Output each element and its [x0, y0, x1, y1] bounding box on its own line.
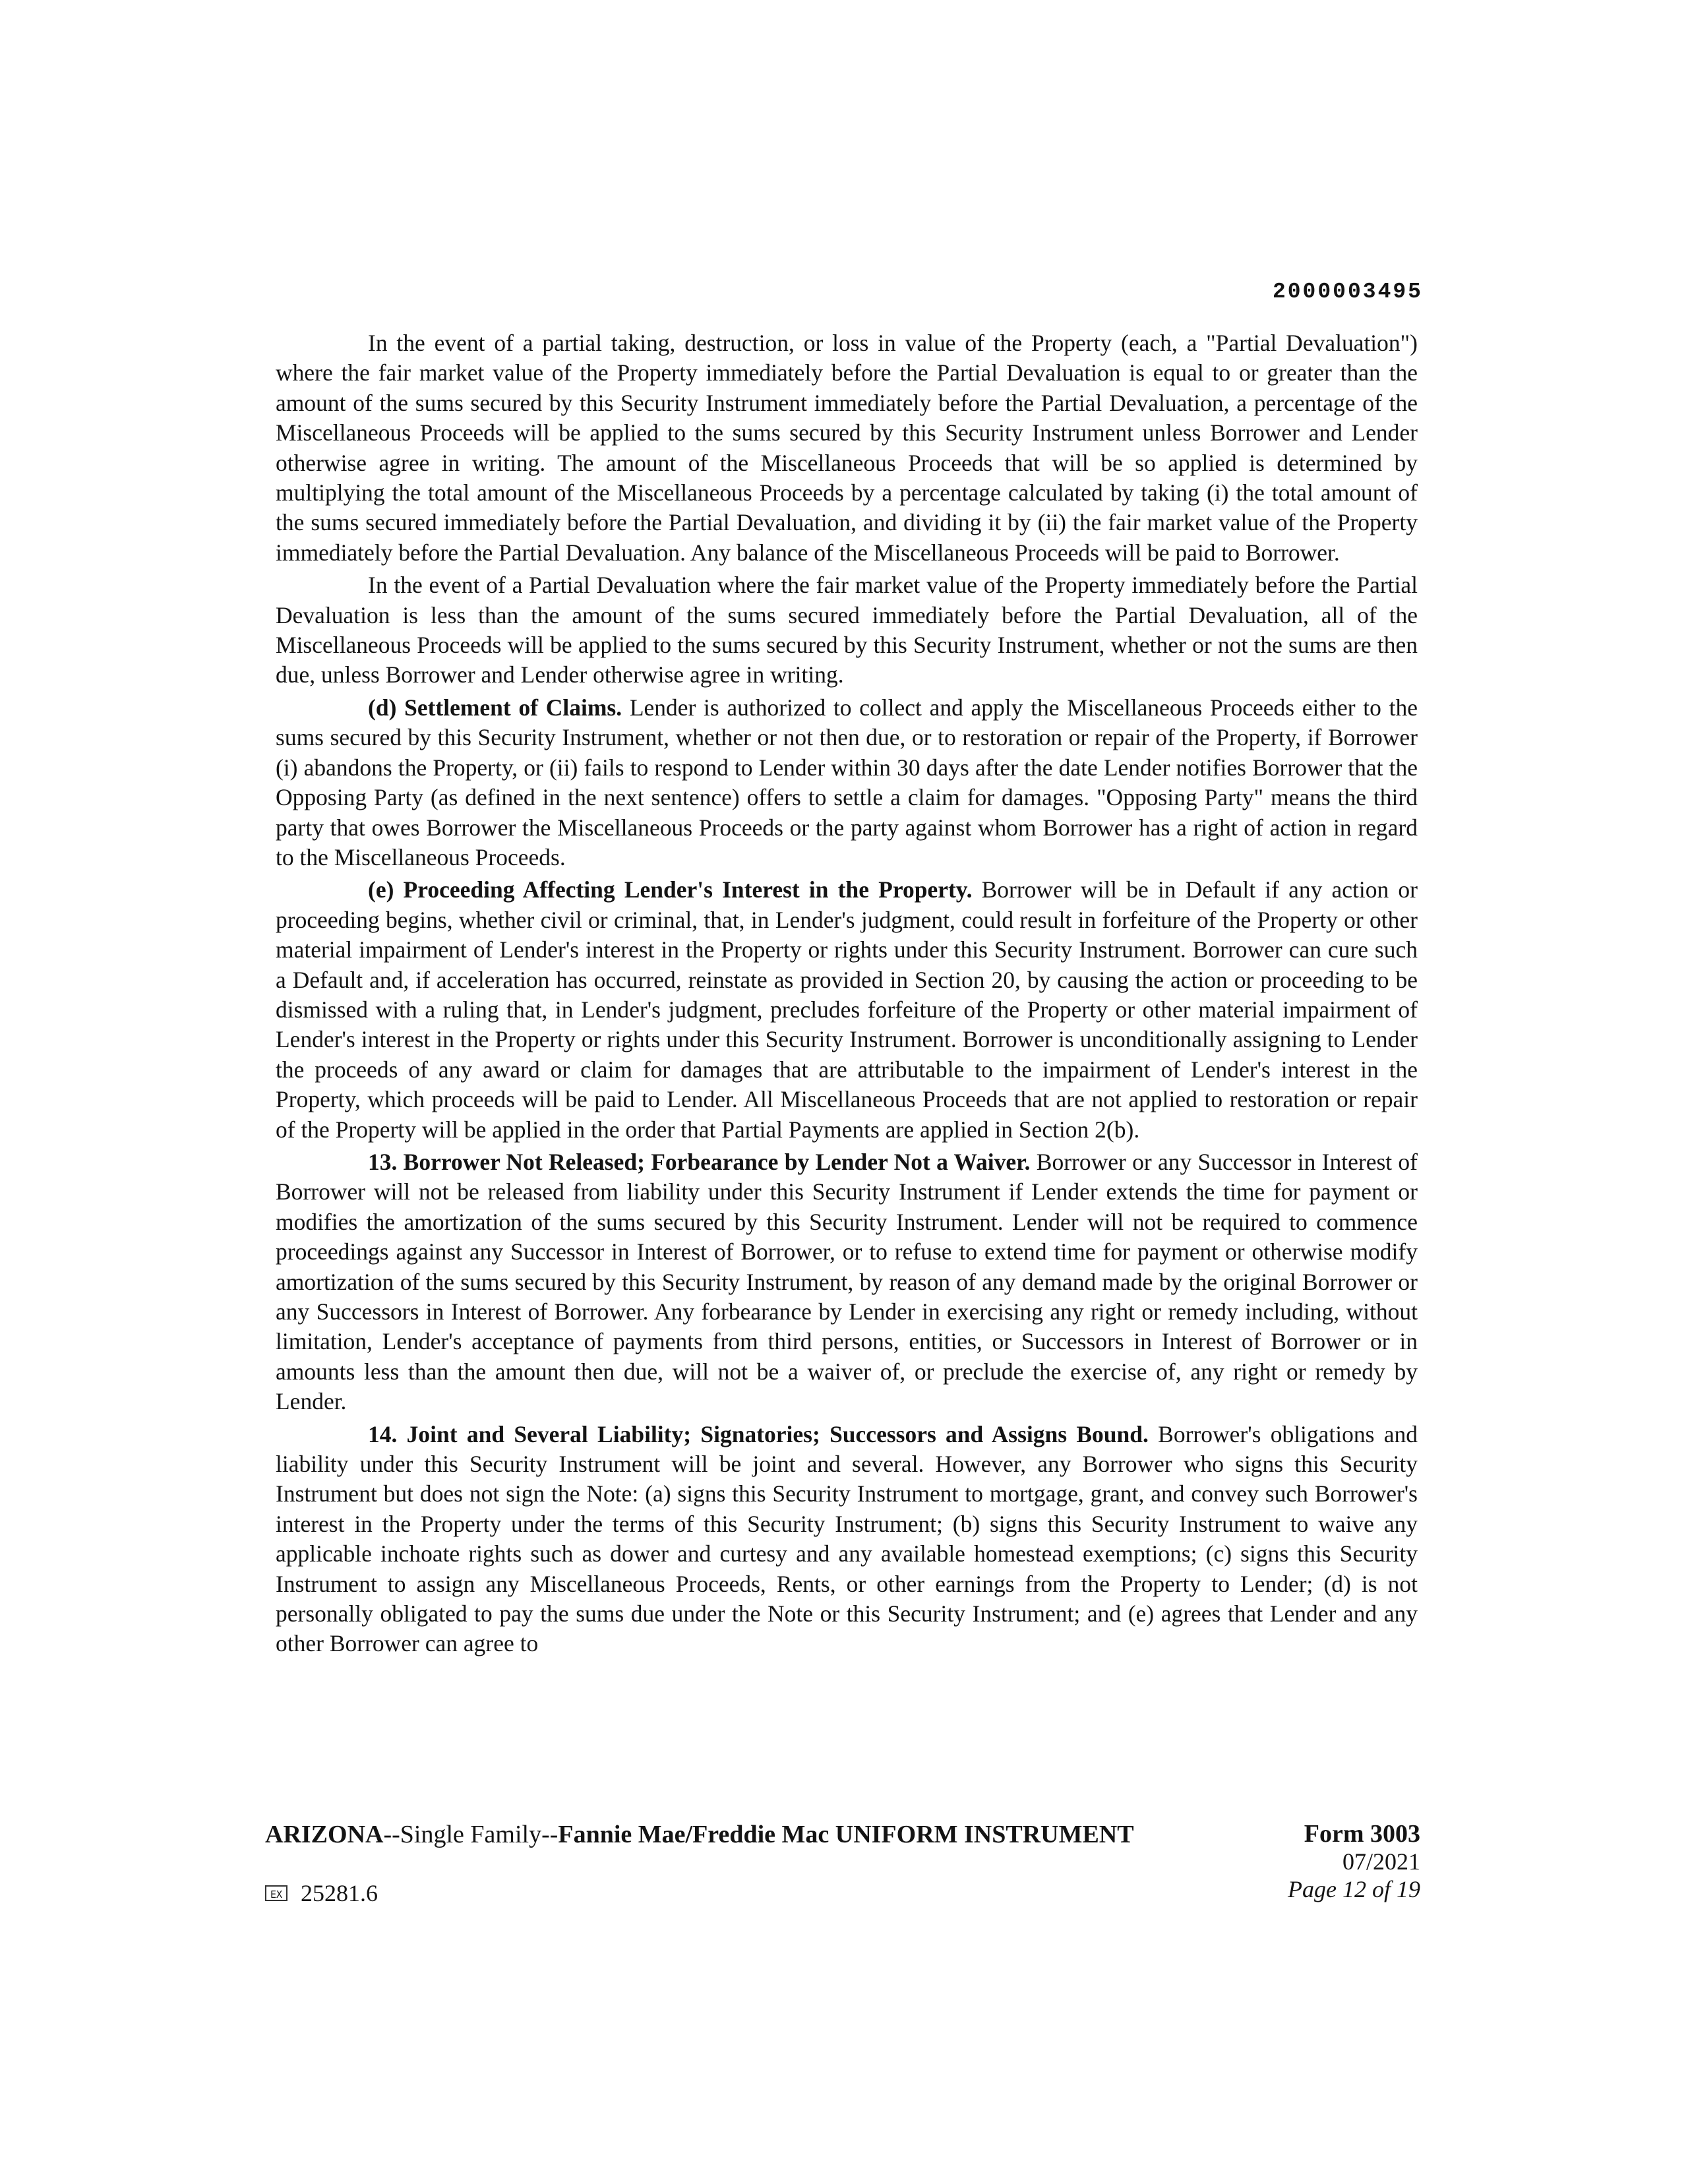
- footer-code-number: 25281.6: [301, 1880, 378, 1906]
- form-number: Form 3003: [1304, 1820, 1420, 1848]
- form-info: [1288, 1820, 1420, 1903]
- paragraph-text: Borrower's obligations and liability under this Security Instrument will be joint and several. However, any Borrower who signs this Security Instrument but does not sign the Note: (a) signs this Security Instrument to mortgage, grant, and convey such Borrower's interest in the Property under the terms of this Security Instrument; (b) signs this Security Instrument to waive any applicable inchoate rights such as dower and curtesy and any available homestead exemptions; (c) signs this Security Instrument to assign any Miscellaneous Proceeds, Rents, or other earnings from the Property to Lender; (d) is not personally obligated to pay the sums due under the Note or this Security Instrument; and (e) agrees that Lender and any other Borrower can agree to: [276, 1420, 1418, 1657]
- paragraph-partial-devaluation-1: [276, 328, 1418, 568]
- footer-instrument: Fannie Mae/Freddie Mac UNIFORM INSTRUMENT: [558, 1821, 1134, 1848]
- paragraph-text: Borrower or any Successor in Interest of Borrower will not be released from liability under this Security Instrument if Lender extends the time for payment or modifies the amortization of the sums secured by this Security Instrument. Lender will not be required to commence proceedings against any Successor in Interest of Borrower, or to refuse to extend time for payment or otherwise modify amortization of the sums secured by this Security Instrument, by reason of any demand made by the original Borrower or any Successors in Interest of Borrower. Any forbearance by Lender in exercising any right or remedy including, without limitation, Lender's acceptance of payments from third persons, entities, or Successors in Interest of Borrower or in amounts less than the amount then due, will not be a waiver of, or preclude the exercise of, any right or remedy by Lender.: [276, 1148, 1418, 1415]
- paragraph-text: Borrower will be in Default if any action or proceeding begins, whether civil or criminal, that, in Lender's judgment, could result in forfeiture of the Property or other material impairment of Lender's interest in the Property or rights under this Security Instrument. Borrower can cure such a Default and, if acceleration has occurred, reinstate as provided in Section 20, by causing the action or proceeding to be dismissed with a ruling that, in Lender's judgment, precludes forfeiture of the Property or other material impairment of Lender's interest in the Property or rights under this Security Instrument. Borrower is unconditionally assigning to Lender the proceeds of any award or claim for damages that are attributable to the impairment of Lender's interest in the Property, which proceeds will be paid to Lender. All Miscellaneous Proceeds that are not applied to restoration or repair of the Property will be applied in the order that Partial Payments are applied in Section 2(b).: [276, 876, 1418, 1143]
- paragraph-settlement-of-claims: [276, 693, 1418, 872]
- paragraph-section-14: [276, 1420, 1418, 1659]
- paragraph-proceeding-affecting-interest: [276, 875, 1418, 1145]
- footer-instrument-title: [265, 1820, 1134, 1849]
- document-number: 2000003495: [1272, 280, 1423, 304]
- paragraph-text: In the event of a Partial Devaluation where the fair market value of the Property immediately before the Partial Devaluation is less than the amount of the sums secured immediately before the Partial Devaluation, all of the Miscellaneous Proceeds will be applied to the sums secured by this Security Instrument, whether or not the sums are then due, unless Borrower and Lender otherwise agree in writing.: [276, 572, 1418, 688]
- paragraph-text: In the event of a partial taking, destruction, or loss in value of the Property (each, a "Partial Devaluation") where the fair market value of the Property immediately before the Partial Devaluation is equal to or greater than the amount of the sums secured by this Security Instrument immediately before the Partial Devaluation, a percentage of the Miscellaneous Proceeds will be applied to the sums secured by this Security Instrument unless Borrower and Lender otherwise agree in writing. The amount of the Miscellaneous Proceeds that will be so applied is determined by multiplying the total amount of the Miscellaneous Proceeds by a percentage calculated by taking (i) the total amount of the sums secured immediately before the Partial Devaluation, and dividing it by (ii) the fair market value of the Property immediately before the Partial Devaluation. Any balance of the Miscellaneous Proceeds will be paid to Borrower.: [276, 330, 1418, 566]
- footer-code: [265, 1879, 378, 1907]
- page-number: Page 12 of 19: [1288, 1876, 1420, 1902]
- body-text: [276, 328, 1418, 1662]
- footer-separator: --Single Family--: [383, 1821, 558, 1848]
- footer-state: ARIZONA: [265, 1821, 384, 1848]
- paragraph-heading: 13. Borrower Not Released; Forbearance by Lender Not a Waiver.: [368, 1148, 1031, 1175]
- paragraph-text: Lender is authorized to collect and apply the Miscellaneous Proceeds either to the sums secured by this Security Instrument, whether or not then due, or to restoration or repair of the Property, if Borrower (i) abandons the Property, or (ii) fails to respond to Lender within 30 days after the date Lender notifies Borrower that the Opposing Party (as defined in the next sentence) offers to settle a claim for damages. "Opposing Party" means the third party that owes Borrower the Miscellaneous Proceeds or the party against whom Borrower has a right of action in regard to the Miscellaneous Proceeds.: [276, 694, 1418, 870]
- ex-logo-icon: EX: [265, 1885, 287, 1901]
- form-date: 07/2021: [1342, 1848, 1420, 1875]
- paragraph-partial-devaluation-2: [276, 570, 1418, 690]
- paragraph-heading: 14. Joint and Several Liability; Signatories; Successors and Assigns Bound.: [368, 1420, 1149, 1447]
- paragraph-section-13: [276, 1147, 1418, 1417]
- paragraph-heading: (d) Settlement of Claims.: [368, 694, 622, 721]
- paragraph-heading: (e) Proceeding Affecting Lender's Interest in the Property.: [368, 876, 973, 903]
- page-footer: [265, 1820, 1420, 1919]
